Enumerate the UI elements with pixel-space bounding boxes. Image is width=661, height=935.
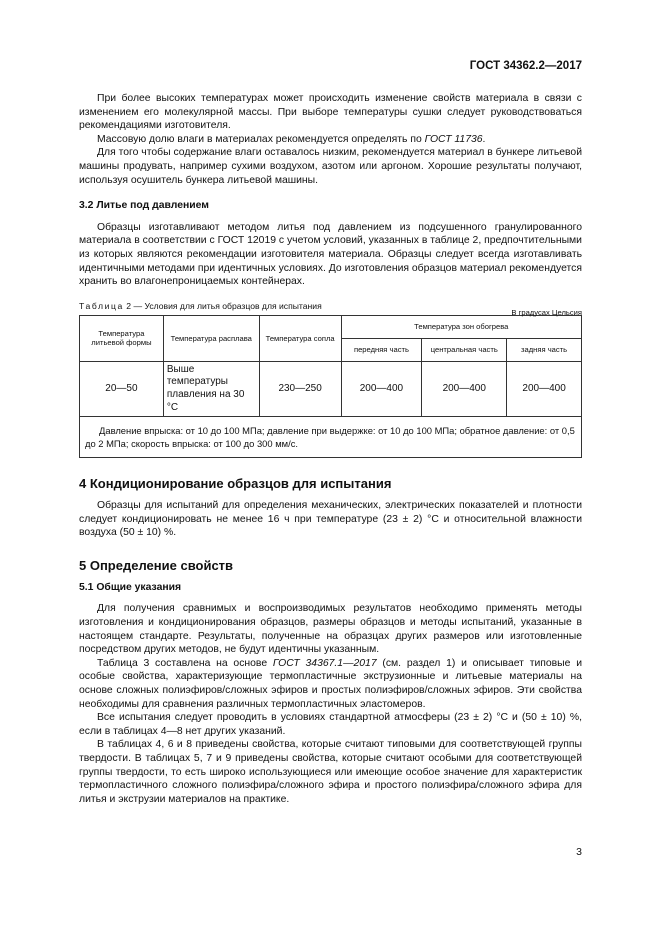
page-content (79, 92, 582, 806)
table-caption-number: 2 (126, 300, 132, 311)
paragraph-3-2-1: Образцы изготавливают методом литья под давлением из подсушенного гранулированного материала в соответствии с ГОСТ 12019 с учетом условий, указанных в таблице 2, предпочтительными из которых являются рекомендации изготовителя материала. Образцы следует всегда изготавливать идентичными методами при идентичных условиях. До изготовления образцов материал рекомендуется хранить во влагонепроницаемых контейнерах. (79, 221, 582, 288)
p5-2-end: (см. раздел 1) и описывает типовые и особые свойства, характеризующие термопластичные экструзионные и литьевые материалы на основе сложных полиэфиров/сложных эфиров и простых полиэфиров/сложных эфиров. Эти свойства необходимы для сравнения различных термопластичных эластомеров. (79, 657, 582, 710)
header-melt-temp: Температура расплава (163, 315, 259, 361)
cell-center-zone: 200—400 (422, 361, 507, 416)
cell-front-zone: 200—400 (341, 361, 422, 416)
table-caption-text: — Условия для литья образцов для испытания (131, 300, 322, 311)
document-code: ГОСТ 34362.2—2017 (469, 60, 582, 72)
paragraph-5-1-2 (79, 657, 582, 711)
header-nozzle-temp: Температура сопла (259, 315, 341, 361)
section-4-title: 4 Кондиционирование образцов для испытания (79, 476, 392, 492)
table-note-row (80, 417, 582, 458)
paragraph-5-1-3: Все испытания следует проводить в условиях стандартной атмосферы (23 ± 2) °С и (50 ± 10) %, если в таблицах 4—8 нет других указаний. (79, 712, 582, 737)
intro-2-text: Массовую долю влаги в материалах рекомендуется определять по (97, 133, 425, 145)
paragraph-5-1-4: В таблицах 4, 6 и 8 приведены свойства, которые считают типовыми для соответствующей группы твердости. В таблицах 5, 7 и 9 приведены свойства, которые считают особыми для соответствующей группы твердости, то есть широко использующиеся или имеющие особое значение для характеристик термопластичного сложного полиэфира/сложного эфира и простого полиэфира/сложного эфира для литья и экструзии материалов на практике. (79, 739, 582, 805)
gost-reference: ГОСТ 11736 (424, 133, 483, 145)
table-2-caption-row (79, 300, 582, 317)
section-5-title: 5 Определение свойств (79, 557, 234, 573)
paragraph-intro-3: Для того чтобы содержание влаги оставалось низким, рекомендуется материал в бункере литьевой машины продувать, например сухими воздухом, азотом или аргоном. Хорошие результаты получают, используя осушитель бункера литьевой машины. (79, 147, 582, 186)
p5-2-start: Таблица 3 составлена на основе (97, 657, 273, 669)
section-3-2-title: 3.2 Литье под давлением (79, 200, 209, 212)
header-front-zone: передняя часть (341, 338, 422, 361)
table-2-unit: В градусах Цельсия (511, 307, 582, 317)
paragraph-intro-1: При более высоких температурах может происходить изменение свойств материала в связи с изменением его молекулярной массы. При выборе температуры сушки следует руководствоваться рекомендациями изготовителя. (79, 93, 582, 132)
header-rear-zone: задняя часть (507, 338, 582, 361)
table-row (80, 361, 582, 416)
table-2 (79, 315, 582, 458)
page-number: 3 (576, 846, 582, 858)
cell-nozzle-temp: 230—250 (259, 361, 341, 416)
header-heating-zones: Температура зон обогрева (341, 315, 581, 338)
paragraph-intro-2 (79, 133, 582, 147)
cell-mold-temp: 20—50 (80, 361, 164, 416)
section-5-1-title: 5.1 Общие указания (79, 581, 182, 593)
cell-melt-temp: Выше температуры плавления на 30 °С (163, 361, 259, 416)
table-note: Давление впрыска: от 10 до 100 МПа; давление при выдержке: от 10 до 100 МПа; обратное давление: от 0,5 до 2 МПа; скорость впрыска: от 100 до 300 мм/с. (80, 417, 582, 458)
intro-2-end: . (482, 133, 486, 145)
paragraph-4-1: Образцы для испытаний для определения механических, электрических показателей и плотности следует кондиционировать не менее 16 ч при температуре (23 ± 2) °С и относительной влажности воздуха (50 ± 10) %. (79, 500, 582, 539)
table-2-caption (79, 301, 322, 311)
header-center-zone: центральная часть (422, 338, 507, 361)
paragraph-5-1-1: Для получения сравнимых и воспроизводимых результатов необходимо применять методы изготовления и кондиционирования образцов, размеры образцов и методы испытаний, указанные в настоящем стандарте. Результаты, полученные на образцах других размеров или изготовленные посредством других методов, не будут идентичны указанным. (79, 603, 582, 656)
table-caption-prefix: Таблица (79, 300, 124, 311)
header-mold-temp: Температура литьевой формы (80, 315, 164, 361)
cell-rear-zone: 200—400 (507, 361, 582, 416)
gost-reference-2: ГОСТ 34367.1—2017 (272, 657, 377, 669)
